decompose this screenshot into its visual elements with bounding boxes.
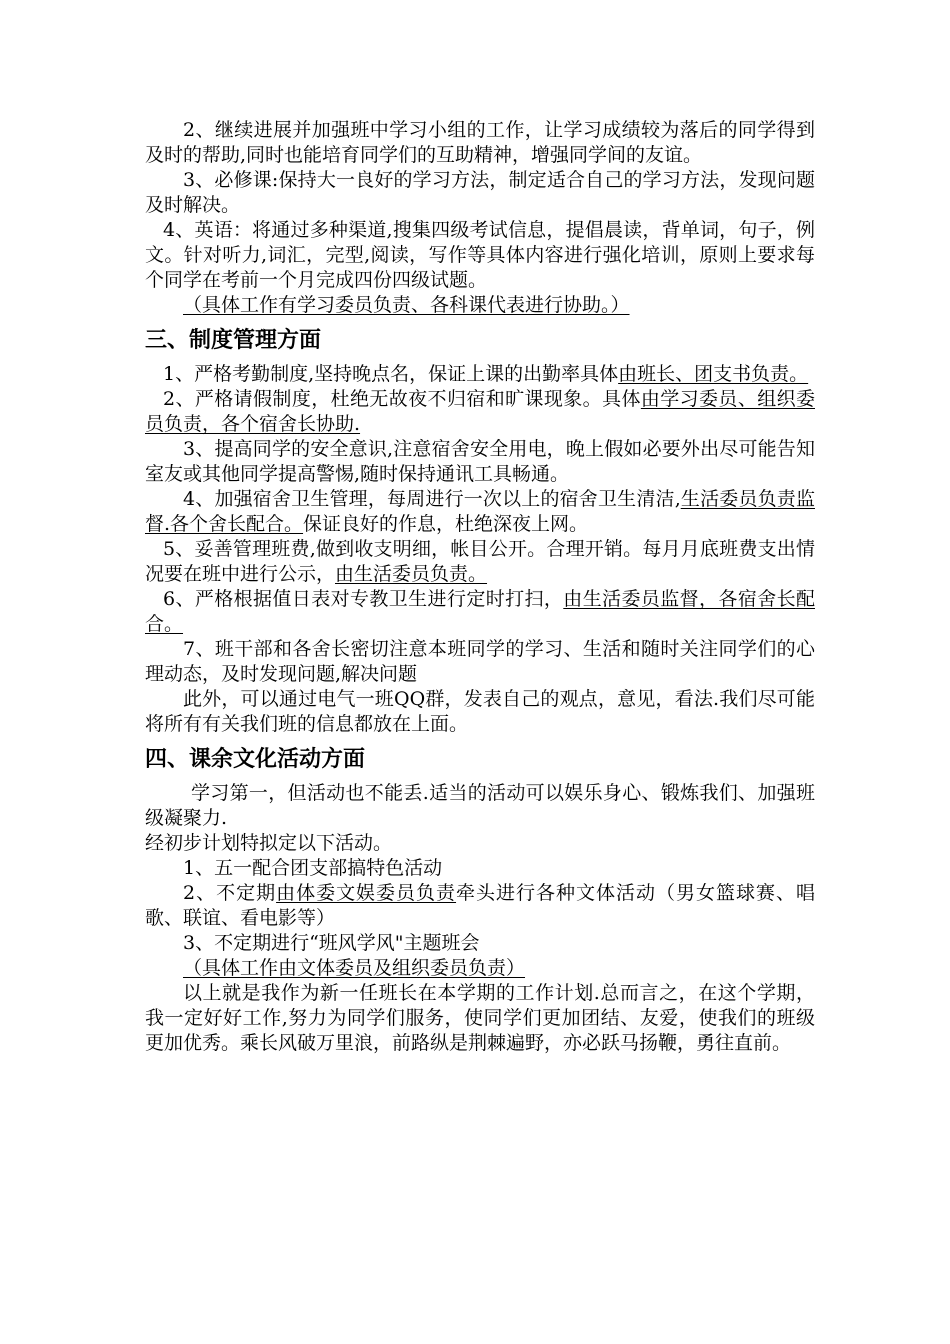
section3-item-2-text: 2、严格请假制度，杜绝无故夜不归宿和旷课现象。具体 [163,388,641,410]
activity-note-text: （具体工作由文体委员及组织委员负责） [183,957,526,979]
section3-item-5-text: 5、妥善管理班费,做到收支明细，帐目公开。合理开销。每月月底班费支出情况要在班中进行公示， [145,538,815,585]
section3-item-6 [145,587,815,637]
section3-extra: 此外，可以通过电气一班QQ群，发表自己的观点，意见，看法.我们尽可能将所有有关我们班的信息都放在上面。 [145,688,815,735]
section3-item-4-tail: 保证良好的作息，杜绝深夜上网。 [303,513,589,535]
study-item-3: 3、必修课:保持大一良好的学习方法，制定适合自己的学习方法，发现问题及时解决。 [145,169,815,216]
section4-intro-2: 经初步计划特拟定以下活动。 [145,832,393,854]
section4-heading: 四、课余文化活动方面 [145,747,366,772]
activity-3: 3、不定期进行“班风学风"主题班会 [183,932,480,954]
document-page [145,118,815,1056]
section3-item-1-underline: 由班长、团支书负责。 [618,363,809,385]
section3-item-5-underline: 由生活委员负责。 [335,563,488,585]
activity-2-pre: 2、不定期 [183,882,277,904]
closing-paragraph: 以上就是我作为新一任班长在本学期的工作计划.总而言之，在这个学期，我一定好好工作,努力为同学们服务，使同学们更加团结、友爱，使我们的班级更加优秀。乘长风破万里浪，前路纵是荆棘遍野，亦必跃马扬鞭，勇往直前。 [145,982,815,1054]
section3-item-4-underline: 生活委员负责监督.各个舍长配合。 [145,488,815,535]
section3-item-3: 3、提高同学的安全意识,注意宿舍安全用电，晚上假如必要外出尽可能告知室友或其他同学提高警惕,随时保持通讯工具畅通。 [145,438,815,485]
section3-item-2 [145,387,815,437]
section3-item-1 [145,362,815,387]
section3-item-2-underline: 由学习委员、组织委员负责，各个宿舍长协助. [145,388,815,435]
section3-item-7: 7、班干部和各舍长密切注意本班同学的学习、生活和随时关注同学们的心理动态，及时发现问题,解决问题 [145,638,815,685]
section3-item-4-text: 4、加强宿舍卫生管理，每周进行一次以上的宿舍卫生清洁, [183,488,681,510]
activity-2-underline: 由体委文娱委员负责 [276,882,457,904]
section4-intro: 学习第一，但活动也不能丢.适当的活动可以娱乐身心、锻炼我们、加强班级凝聚力. [145,782,815,829]
section3-item-5 [145,537,815,587]
section3-item-1-text: 1、严格考勤制度,坚持晚点名，保证上课的出勤率具体 [163,363,619,385]
section3-heading: 三、制度管理方面 [145,328,322,353]
activity-2-tail: 牵头进行各种文体活动（男女篮球赛、唱歌、联谊、看电影等） [145,882,815,929]
study-item-2: 2、继续进展并加强班中学习小组的工作，让学习成绩较为落后的同学得到及时的帮助,同时也能培育同学们的互助精神，增强同学间的友谊。 [145,119,815,166]
activity-note [145,956,815,981]
study-item-4: 4、英语：将通过多种渠道,搜集四级考试信息，提倡晨读，背单词，句子，例文。针对听力,词汇，完型,阅读，写作等具体内容进行强化培训，原则上要求每个同学在考前一个月完成四份四级试题。 [145,219,815,291]
study-note-text: （具体工作有学习委员负责、各科课代表进行协助。） [183,294,630,316]
section3-item-4 [145,487,815,537]
section3-item-6-underline: 由生活委员监督，各宿舍长配合。 [145,588,815,635]
section3-item-6-text: 6、严格根据值日表对专教卫生进行定时打扫， [163,588,564,610]
activity-1: 1、五一配合团支部搞特色活动 [183,857,443,879]
activity-2 [145,881,815,931]
study-note [145,293,815,318]
